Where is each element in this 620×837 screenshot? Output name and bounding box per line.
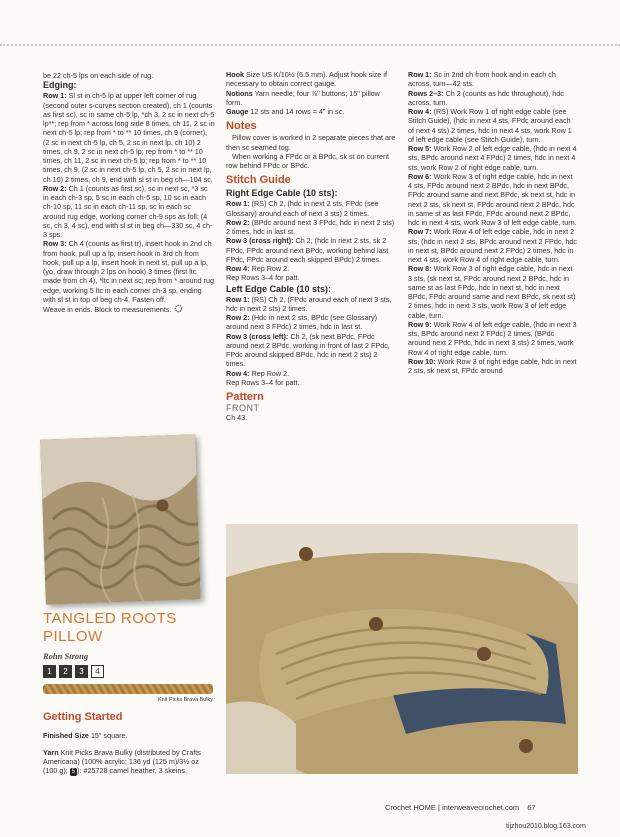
left-edge-cable-heading: Left Edge Cable (10 sts):	[226, 283, 332, 294]
column-1	[43, 71, 215, 314]
designer-name: Rohn Strong	[43, 651, 89, 661]
yarn-swatch-image	[43, 684, 213, 694]
note-2: When working a FPdc or a BPdc, sk st on current row behind FPdc or BPdc.	[226, 151, 389, 170]
front-ch: Ch 43.	[226, 413, 248, 423]
skill-level-indicator	[43, 665, 104, 678]
pattern-row: Row 10: Work Row 3 of right edge cable, hdc in next 2 sts, sk next st, FPdc around	[408, 356, 577, 375]
front-heading: FRONT	[226, 403, 260, 413]
magazine-url[interactable]: interweavecrochet.com	[442, 803, 520, 812]
top-dotted-rule	[0, 44, 620, 46]
page-number: 67	[527, 803, 536, 812]
skill-level-3: 3	[75, 665, 88, 678]
hook-info: Hook Size US K/10½ (6.5 mm). Adjust hook size if necessary to obtain correct gauge.	[226, 70, 387, 89]
page-footer: Crochet HOME | interweavecrochet.com 67	[385, 803, 536, 812]
pattern-row: Row 1: Sc in 2nd ch from hook and in each ch across, turn—42 sts.	[408, 70, 556, 89]
edging-row-3: Row 3: Ch 4 (counts as first tr), insert hook in 2nd ch from hook, pull up a lp, insert hook in 3rd ch from hook, pull up a lp, insert hook in next st, pull up a lp, (yo, draw through 2 lps on hook) 3 times (first ltc made from ch 4), *ltc in next sc; rep from * around rug edge, working 5 ltc in each corner ch-3 sp, ending with sl st in top of beg ch-4. Fasten off.	[43, 239, 214, 304]
magazine-name: Crochet HOME	[385, 803, 436, 812]
note-1: Pillow cover is worked in 2 separate pieces that are then sc seamed tog.	[226, 133, 396, 152]
skill-level-1: 1	[43, 665, 56, 678]
end-mark-icon	[174, 304, 183, 313]
column-3	[408, 70, 578, 375]
lc-row-4: Row 4: Rep Row 2.	[226, 368, 290, 378]
pattern-row: Row 7: Work Row 4 of left edge cable, hdc in next 2 sts, (hdc in next 2 sts, BPdc around next 2 FPdc, hdc in next st, BPdc around next 2 FPdc) 2 times, hdc in next 4 sts, work Row 4 of right edge cable, turn.	[408, 227, 577, 264]
yarn-caption: Knit Picks Brava Bulky	[157, 697, 213, 703]
pillow-photo	[226, 524, 578, 774]
yarn-weight-icon: 5	[71, 769, 76, 776]
pattern-row: Row 8: Work Row 3 of right edge cable, hdc in next 3 sts, (sk next st, FPdc around next 2 BPdc, hdc in same st as last FPdc, hdc in next st, hdc in next BPdc, FPdc around same and next BPdc, sk next st) 2 times, hdc in next 3 sts, work Row 3 of left edge cable, turn.	[408, 264, 576, 320]
edging-row-1: Row 1: Sl st in ch-5 lp at upper left corner of rug (second outer s-curves section created), ch 1 (counts as first sc), sc in same ch-5 lp, *ch 3, 2 sc in next ch-5 lp**; rep from * across long side 8 times, ch 11, 2 sc in next ch-5 lp; rep from * to ** 10 times, ch 9 (corner), (2 sc in next ch-5 lp, ch 5, 2 sc in next lp, ch 10) 2 times, ch 9, 2 sc in next ch-5 lp; rep from * to ** 10 times, ch 11, 2 sc in next ch-5 lp; rep from * to ** 10 times, ch 9, (2 sc in next ch-5 lp, ch 5, 2 sc in next lp, ch 10) 2 times, ch 9, end with sl st in beg ch—104 sc.	[43, 91, 215, 184]
pattern-row: Rows 2–3: Ch 2 (counts as hdc throughout), hdc across, turn.	[408, 88, 564, 107]
rc-row-1: Row 1: (RS) Ch 2, (hdc in next 2 sts, FPdc (see Glossary) around each of next 3 sts) 2 times.	[226, 199, 379, 218]
pattern-title: TANGLED ROOTS PILLOW	[43, 610, 177, 645]
pillow-closeup-photo	[40, 434, 201, 604]
column-2	[226, 70, 398, 423]
skill-level-2: 2	[59, 665, 72, 678]
rc-row-2: Row 2: (BPdc around next 3 FPdc, hdc in next 2 sts) 2 times, hdc in last st.	[226, 217, 395, 236]
weave-in-ends: Weave in ends. Block to measurements.	[43, 304, 215, 314]
edging-row-2: Row 2: Ch 1 (counts as first sc), sc in next sc, *3 sc in each ch-3 sp, 5 sc in each ch-5 sp, 10 sc in each ch-10 sp, 11 sc in each ch-11 sp, sc in each sc around rug edge, working corner ch-9 sps as foll: (4 sc, ch 3, 4 sc), end with sl st in beg ch—330 sc, 4 ch-3 sps.	[43, 183, 213, 239]
edging-intro: be 22 ch-5 lps on each side of rug.	[43, 71, 154, 80]
lc-row-2: Row 2: (Hdc in next 2 sts, BPdc (see Glossary) around next 3 FPdc) 2 times, hdc in last st.	[226, 313, 377, 332]
lc-row-3: Row 3 (cross left): Ch 2, (sk next BPdc, FPdc around next 2 BPdc, working in front of last 2 FPdc, FPdc around skipped BPdc, hdc in next 2 sts) 2 times.	[226, 331, 390, 369]
yarn-info: Yarn Knit Picks Brava Bulky (distributed by Crafts Americana) (100% acrylic; 136 yd (125 m)/3½ oz (100 g); 5 ): #25728 camel heather, 3 skeins.	[43, 747, 201, 776]
rc-repeat: Rep Rows 3–4 for patt.	[226, 273, 300, 283]
getting-started-heading: Getting Started	[43, 711, 123, 723]
pattern-row: Row 9: Work Row 4 of left edge cable, (hdc in next 3 sts, BPdc around next 2 FPdc) 2 times, (BPdc around next 2 FPdc, hdc in next 3 sts) 2 times, work Row 4 of right edge cable, turn.	[408, 319, 577, 357]
edging-heading: Edging:	[43, 80, 77, 91]
finished-size: Finished Size 15" square.	[43, 731, 128, 741]
skill-level-4: 4	[91, 665, 104, 678]
lc-row-1: Row 1: (RS) Ch 2, (FPdc around each of next 3 sts, hdc in next 2 sts) 2 times.	[226, 294, 392, 313]
notes-heading: Notes	[226, 120, 257, 133]
right-edge-cable-heading: Right Edge Cable (10 sts):	[226, 188, 338, 199]
pattern-heading: Pattern	[226, 391, 264, 403]
gauge-info: Gauge 12 sts and 14 rows = 4" in sc.	[226, 107, 345, 116]
getting-started-section	[43, 710, 215, 783]
rc-row-3: Row 3 (cross right): Ch 2, (hdc in next 2 sts, sk 2 FPdc, FPdc around next BPdc, working behind last FPdc, FPdc around each skipped BPdc) 2 times.	[226, 236, 389, 264]
stitch-guide-heading: Stitch Guide	[226, 174, 291, 187]
lc-repeat: Rep Rows 3–4 for patt.	[226, 377, 300, 387]
pattern-row: Row 4: (RS) Work Row 1 of right edge cable (see Stitch Guide), (hdc in next 4 sts, FPdc around each of next 4 sts) 2 times, hdc in next 4 sts, work Row 1 of left edge cable (see Stitch Guide), turn.	[408, 107, 572, 144]
pattern-row: Row 5: Work Row 2 of left edge cable, (hdc in next 4 sts, BPdc around next 4 FPdc) 2 times, hdc in next 4 sts, work Row 2 of right edge cable, turn.	[408, 144, 577, 172]
notions-info: Notions Yarn needle; four ⅞" buttons; 15" pillow form.	[226, 88, 380, 107]
pattern-row: Row 6: Work Row 3 of right edge cable, hdc in next 4 sts, FPdc around next 2 BPdc, hdc in next BPdc, FPdc around same and next BPdc, sk next st, hdc in next 2 sts, sk next st, FPdc around next 2 BPdc, hdc in same st as last FPdc, FPdc around next 2 BPdc, hdc in next 4 sts, work Row 3 of left edge cable, turn.	[408, 171, 577, 227]
rc-row-4: Row 4: Rep Row 2.	[226, 264, 290, 273]
watermark-text: tijzhou2010.blog.163.com	[506, 823, 586, 830]
